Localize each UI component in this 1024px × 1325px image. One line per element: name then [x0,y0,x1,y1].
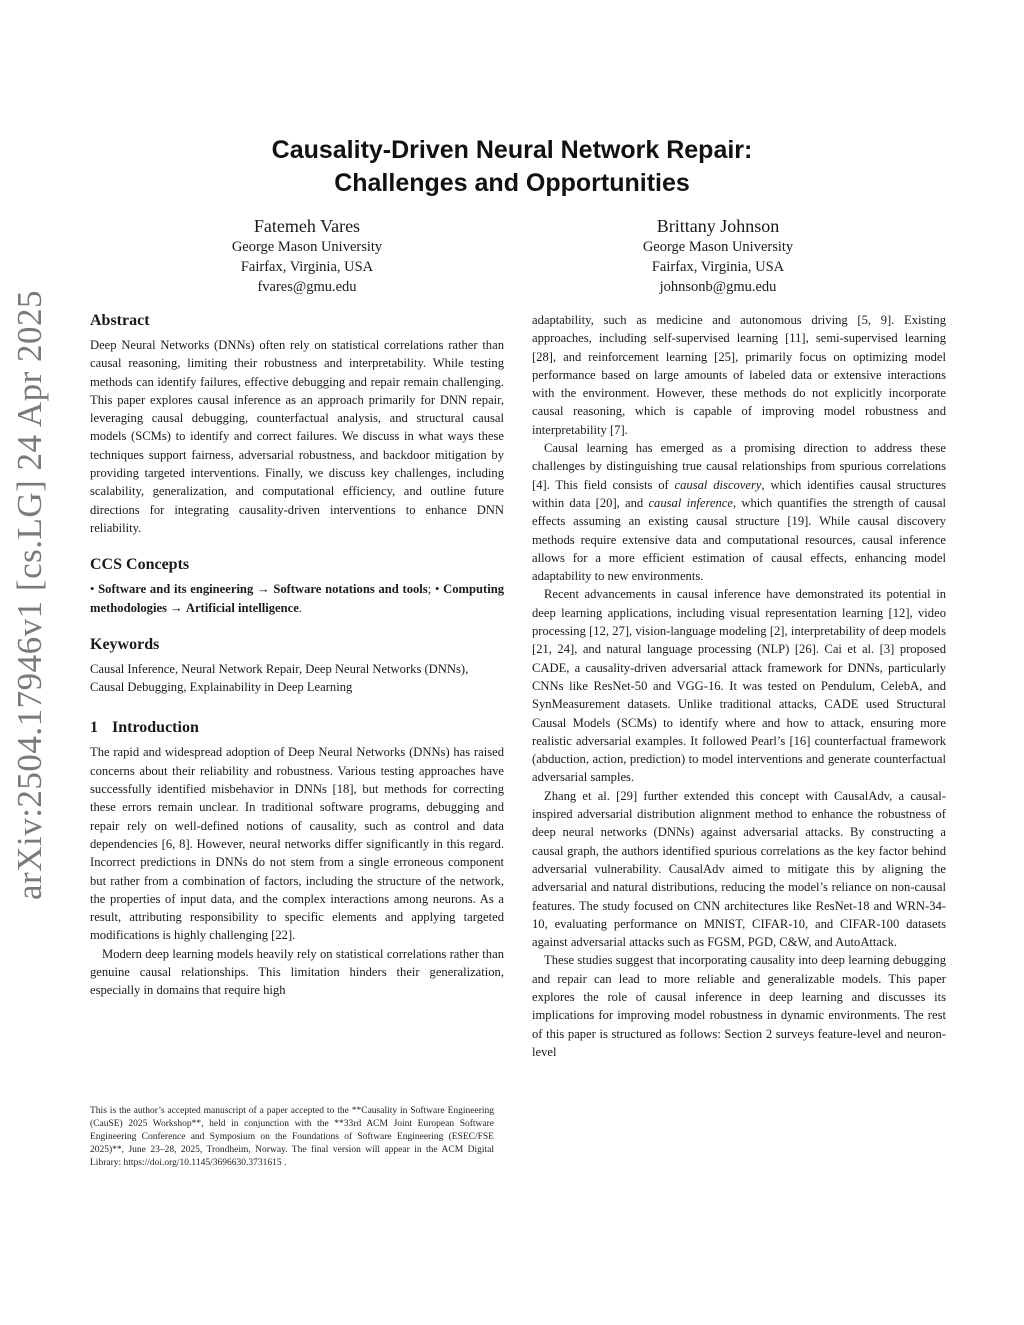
title-line-1: Causality-Driven Neural Network Repair: [271,136,753,164]
right-paragraph-4: Zhang et al. [29] further extended this concept with CausalAdv, a causal-inspired adversarial distribution alignment method to enhance the robustness of deep neural networks (DNNs) against adversarial attacks. By constructing a causal graph, the authors identified spurious correlations as the key factor behind adversarial vulnerability. CausalAdv aimed to mitigate this by aligning the adversarial and natural distributions, reducing the model’s reliance on non-causal features. The study focused on CNN architectures like ResNet-18 and WRN-34-10, evaluating performance on MNIST, CIFAR-10, and CIFAR-100 datasets against adversarial attacks such as FGSM, PGD, C&W, and AutoAttack. [532,788,946,950]
author-affiliation: George Mason University [642,239,794,255]
intro-paragraph-1: The rapid and widespread adoption of Deep Neural Networks (DNNs) has raised concerns about their reliability and robustness. Various testing approaches have successfully identified misbehavior in DNNs [18], but methods for correcting these errors remain unclear. In traditional software programs, debugging and repair rely on well-defined notions of causality, such as control and data dependencies [6, 8]. However, neural networks differ significantly in this regard. Incorrect predictions in DNNs do not stem from a single erroneous component but rather from a combination of factors, including the structure of the network, the properties of input data, and the complex interactions among neurons. As a result, attributing responsibility to specific elements and applying targeted modifications is highly challenging [22]. [90,745,504,943]
ccs-heading: CCS Concepts [90,556,190,574]
paper-title [150,134,874,200]
author-block-2 [568,215,868,297]
author-location: Fairfax, Virginia, USA [651,259,785,275]
author-email: johnsonb@gmu.edu [659,279,777,295]
section-title: Introduction [112,719,199,737]
right-column [532,311,946,1061]
ccs-separator: ; [427,582,432,597]
ccs-item-1a: Software and its engineering [98,582,254,597]
ccs-item-1b: Software notations and tools [273,582,428,597]
right-paragraph-3: Recent advancements in causal inference have demonstrated its potential in deep learning applications, including visual representation learning [12], video processing [12, 27], vision-language modeling [2], interpretability of deep models [21, 24], and natural language processing (NLP) [26]. Cai et al. [3] proposed CADE, a causality-driven adversarial attack framework for DNNs, particularly CNNs like ResNet-50 and VGG-16. It was tested on Pendulum, CelebA, and SynMeasurement datasets. Unlike traditional attacks, CADE used Structural Causal Models (SCMs) to identify where and how to attack, ensuring more realistic adversarial examples. It followed Pearl’s [16] counterfactual framework (abduction, action, prediction) to model interventions and generate counterfactual adversarial samples. [532,587,946,785]
term-causal-inference: causal inference [648,495,733,510]
author-name: Brittany Johnson [656,216,780,236]
author-affiliation: George Mason University [231,239,383,255]
ccs-concepts [90,580,504,617]
author-email: fvares@gmu.edu [257,279,357,295]
footnote: This is the author’s accepted manuscript of a paper accepted to the **Causality in Software Engineering (CauSE) 2025 Workshop**, held in conjunction with the **33rd ACM Joint European Software Engineering Conference and Symposium on the Foundations of Software Engineering (ESEC/FSE 2025)**, June 23–28, 2025, Trondheim, Norway. The final version will appear in the ACM Digital Library: https://doi.org/10.1145/3696630.3731615 . [90,1106,494,1168]
right-paragraph-1: adaptability, such as medicine and autonomous driving [5, 9]. Existing approaches, including self-supervised learning [11], semi-supervised learning [28], and reinforcement learning [25], primarily focus on optimizing model performance based on large amounts of labeled data or extensive interactions with the environment. However, these methods do not explicitly incorporate causal reasoning, which is capable of improving model robustness and interpretability [7]. [532,313,946,437]
author-block-1 [157,215,457,297]
right-paragraph-2 [532,439,946,585]
term-causal-discovery: causal discovery [674,477,762,492]
author-name: Fatemeh Vares [253,216,361,236]
ccs-item-2b: Artificial intelligence [185,600,299,615]
abstract-heading: Abstract [90,312,150,329]
ccs-end: . [298,600,302,615]
ccs-bullet: • [90,582,95,597]
paragraph-text: Causal learning has emerged as a promising direction to address these challenges by distinguishing true causal relationships from spurious correlations [4]. This field consists of [532,441,946,492]
ccs-arrow: → [170,600,183,615]
section-heading [90,718,504,738]
paragraph-text: , which identifies causal structures within data [20], and [532,477,946,510]
ccs-bullet: • [434,582,440,597]
arxiv-identifier: arXiv:2504.17946v1 [cs.LG] 24 Apr 2025 [10,289,49,900]
intro-paragraph-2: Modern deep learning models heavily rely on statistical correlations rather than genuine causal relationships. This limitation hinders their generalization, especially in domains that require high [90,946,504,998]
right-paragraph-5: These studies suggest that incorporating causality into deep learning debugging and repair can lead to more reliable and generalizable models. This paper explores the role of causal inference in deep learning and discusses its implications for improving model robustness in dynamic environments. The rest of this paper is structured as follows: Section 2 surveys feature-level and neuron-level [532,953,946,1059]
ccs-arrow: → [256,582,270,597]
ccs-item-2a: Computing methodologies [90,582,504,615]
left-column [90,311,504,1000]
abstract-text: Deep Neural Networks (DNNs) often rely on statistical correlations rather than causal reasoning, limiting their robustness and interpretability. While testing methods can identify failures, effective debugging and repair remain challenging. This paper explores causal inference as an approach primarily for DNN repair, leveraging causal debugging, counterfactual analysis, and structural causal models (SCMs) to identify and correct failures. We discuss in what ways these techniques support fairness, adversarial robustness, and backdoor mitigation by providing targeted interventions. Finally, we discuss key challenges, including scalability, generalization, and computational efficiency, and outline future directions for integrating causality-driven interventions to enhance DNN reliability. [90,338,504,535]
author-location: Fairfax, Virginia, USA [240,259,374,275]
title-line-2: Challenges and Opportunities [334,169,690,197]
keywords-text: Causal Inference, Neural Network Repair, Deep Neural Networks (DNNs), Causal Debugging, Explainability in Deep Learning [90,661,469,695]
keywords-heading: Keywords [90,635,160,653]
paragraph-text: , which quantifies the strength of causal effects assuming an existing causal structure [19]. While causal discovery methods require extensive data and computational resources, causal inference allows for a more efficient estimation of causal effects, enhancing model adaptability to new environments. [532,495,946,584]
section-number: 1 [90,719,98,737]
